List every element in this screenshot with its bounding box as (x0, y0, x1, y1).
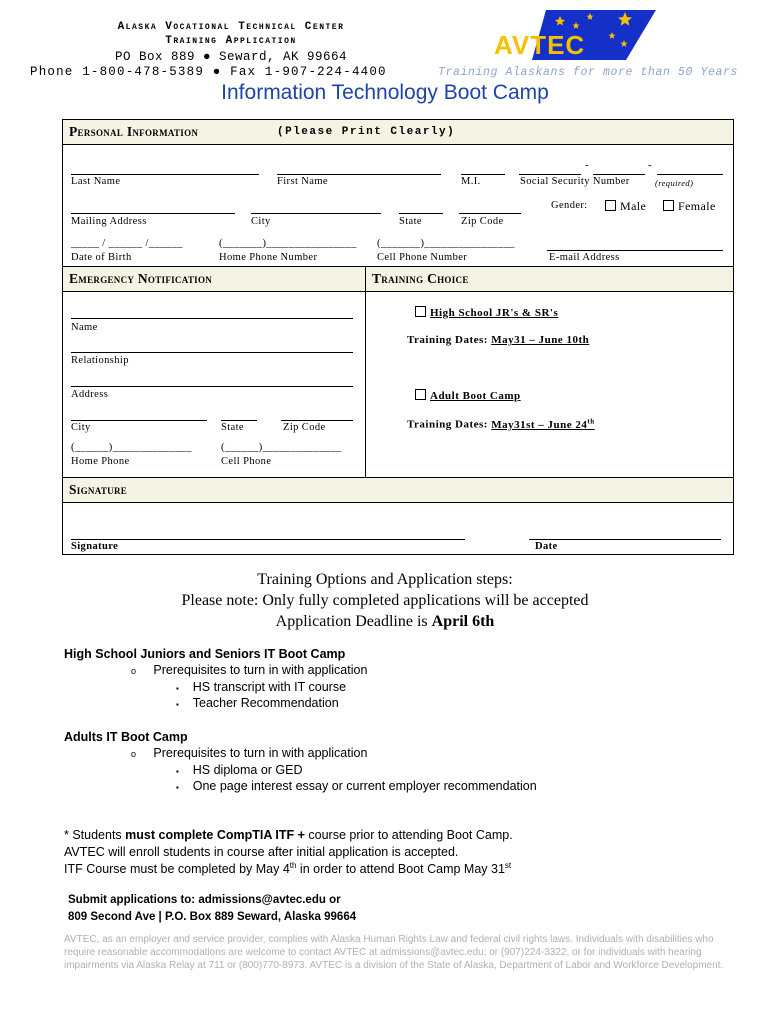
application-deadline: Application Deadline is April 6th (275, 613, 495, 630)
emergency-zip-label: Zip Code (283, 422, 326, 433)
hs-bullet-2: ▪ Teacher Recommendation (176, 696, 339, 710)
emergency-name-field[interactable] (71, 318, 353, 319)
legal-footer: AVTEC, as an employer and service provider, complies with Alaska Human Rights Law and federal civil rights laws. Individuals with disabilities who require reasonable accommodations are welcome to contact AVTEC at admissions@avtec.edu; or (907)224-3322, or for individuals with hearing impairments via Alaska Relay at 711 or (800)770-8973. AVTEC is a division of the State of Alaska, Department of Labor and Workforce Development. (64, 934, 724, 971)
ssn-label: Social Security Number (520, 176, 630, 187)
page-title: Information Technology Boot Camp (221, 81, 549, 104)
dob-label: Date of Birth (71, 252, 132, 263)
itf-deadline-note: ITF Course must be completed by May 4th in order to attend Boot Camp May 31st (64, 861, 512, 877)
first-name-label: First Name (277, 176, 328, 187)
home-phone-field[interactable]: (_______)________________ (219, 238, 357, 249)
submit-line-1: Submit applications to: admissions@avtec.edu or (68, 894, 341, 906)
home-phone-label: Home Phone Number (219, 252, 318, 263)
training-dates-adult: Training Dates: May31st – June 24th (407, 417, 595, 431)
dob-field[interactable]: _____ / ______ /______ (71, 238, 183, 249)
emergency-zip-field[interactable] (281, 420, 353, 421)
signature-field[interactable] (71, 539, 465, 540)
gender-female-option[interactable]: Female (663, 199, 716, 214)
steps-heading: Training Options and Application steps: (257, 571, 513, 588)
emergency-home-phone-field[interactable]: (______)______________ (71, 442, 192, 453)
emergency-title: Emergency Notification (69, 271, 213, 286)
personal-info-title: Personal Information (69, 124, 199, 139)
emergency-address-label: Address (71, 389, 109, 400)
avtec-logo-text: AVTEC (494, 30, 586, 60)
mailing-address-label: Mailing Address (71, 216, 147, 227)
submit-line-2: 809 Second Ave | P.O. Box 889 Seward, Alaska 99664 (68, 911, 357, 923)
hs-section-title: High School Juniors and Seniors IT Boot Camp (64, 647, 346, 661)
comptia-note: * Students must complete CompTIA ITF + course prior to attending Boot Camp. (64, 828, 513, 842)
state-field[interactable] (399, 213, 443, 214)
city-label: City (251, 216, 271, 227)
tagline: Training Alaskans for more than 50 Years (438, 66, 739, 79)
option-adult[interactable]: Adult Boot Camp (415, 389, 521, 402)
zip-label: Zip Code (461, 216, 504, 227)
org-phone: Phone 1-800-478-5389 ● Fax 1-907-224-4400 (30, 65, 387, 79)
application-form (62, 119, 734, 555)
emergency-relationship-label: Relationship (71, 355, 129, 366)
enroll-note: AVTEC will enroll students in course after initial application is accepted. (64, 845, 459, 859)
ssn-part3-field[interactable] (657, 174, 723, 175)
org-name: Alaska Vocational Technical Center (117, 21, 345, 33)
ssn-dash: - (585, 160, 589, 171)
email-label: E-mail Address (549, 252, 620, 263)
first-name-field[interactable] (277, 174, 441, 175)
cell-phone-field[interactable]: (_______)________________ (377, 238, 515, 249)
mi-label: M.I. (461, 176, 481, 187)
training-dates-hs: Training Dates: May31 – June 10th (407, 334, 590, 346)
zip-field[interactable] (459, 213, 521, 214)
ssn-dash: - (648, 160, 652, 171)
mi-field[interactable] (461, 174, 505, 175)
gender-male-option[interactable]: Male (605, 199, 646, 214)
adult-prereq: o Prerequisites to turn in with application (131, 746, 368, 760)
column-divider (365, 290, 366, 478)
option-high-school[interactable]: High School JR's & SR's (415, 306, 558, 319)
date-label: Date (535, 541, 558, 552)
training-header (366, 266, 733, 292)
date-field[interactable] (529, 539, 721, 540)
last-name-label: Last Name (71, 176, 121, 187)
adult-bullet-2: ▪ One page interest essay or current employer recommendation (176, 779, 537, 793)
emergency-city-field[interactable] (71, 420, 207, 421)
ssn-required: (required) (655, 178, 694, 188)
adult-checkbox[interactable] (415, 389, 426, 400)
ssn-part2-field[interactable] (593, 174, 645, 175)
high-school-checkbox[interactable] (415, 306, 426, 317)
steps-note: Please note: Only fully completed applications will be accepted (181, 592, 589, 609)
gender-label: Gender: (551, 200, 588, 211)
hs-bullet-1: ▪ HS transcript with IT course (176, 680, 347, 694)
female-checkbox[interactable] (663, 200, 674, 211)
emergency-cell-phone-label: Cell Phone (221, 456, 272, 467)
emergency-address-field[interactable] (71, 386, 353, 387)
personal-info-header (63, 119, 733, 145)
cell-phone-label: Cell Phone Number (377, 252, 468, 263)
org-address: PO Box 889 ● Seward, AK 99664 (114, 50, 348, 64)
print-clearly-note: (Please Print Clearly) (277, 126, 456, 138)
ssn-part1-field[interactable] (519, 174, 581, 175)
state-label: State (399, 216, 422, 227)
male-checkbox[interactable] (605, 200, 616, 211)
application-title: Training Application (165, 35, 297, 47)
emergency-state-field[interactable] (221, 420, 257, 421)
emergency-name-label: Name (71, 322, 98, 333)
last-name-field[interactable] (71, 174, 259, 175)
emergency-state-label: State (221, 422, 244, 433)
emergency-cell-phone-field[interactable]: (______)______________ (221, 442, 342, 453)
city-field[interactable] (251, 213, 381, 214)
emergency-relationship-field[interactable] (71, 352, 353, 353)
emergency-city-label: City (71, 422, 91, 433)
adult-bullet-1: ▪ HS diploma or GED (176, 763, 303, 777)
mailing-address-field[interactable] (71, 213, 235, 214)
emergency-header (63, 266, 366, 292)
hs-prereq: o Prerequisites to turn in with application (131, 663, 368, 677)
email-field[interactable] (547, 250, 723, 251)
signature-label: Signature (71, 541, 119, 552)
training-title: Training Choice (372, 271, 469, 286)
adult-section-title: Adults IT Boot Camp (64, 730, 188, 744)
emergency-home-phone-label: Home Phone (71, 456, 130, 467)
signature-header (63, 477, 733, 503)
signature-title: Signature (69, 482, 128, 497)
